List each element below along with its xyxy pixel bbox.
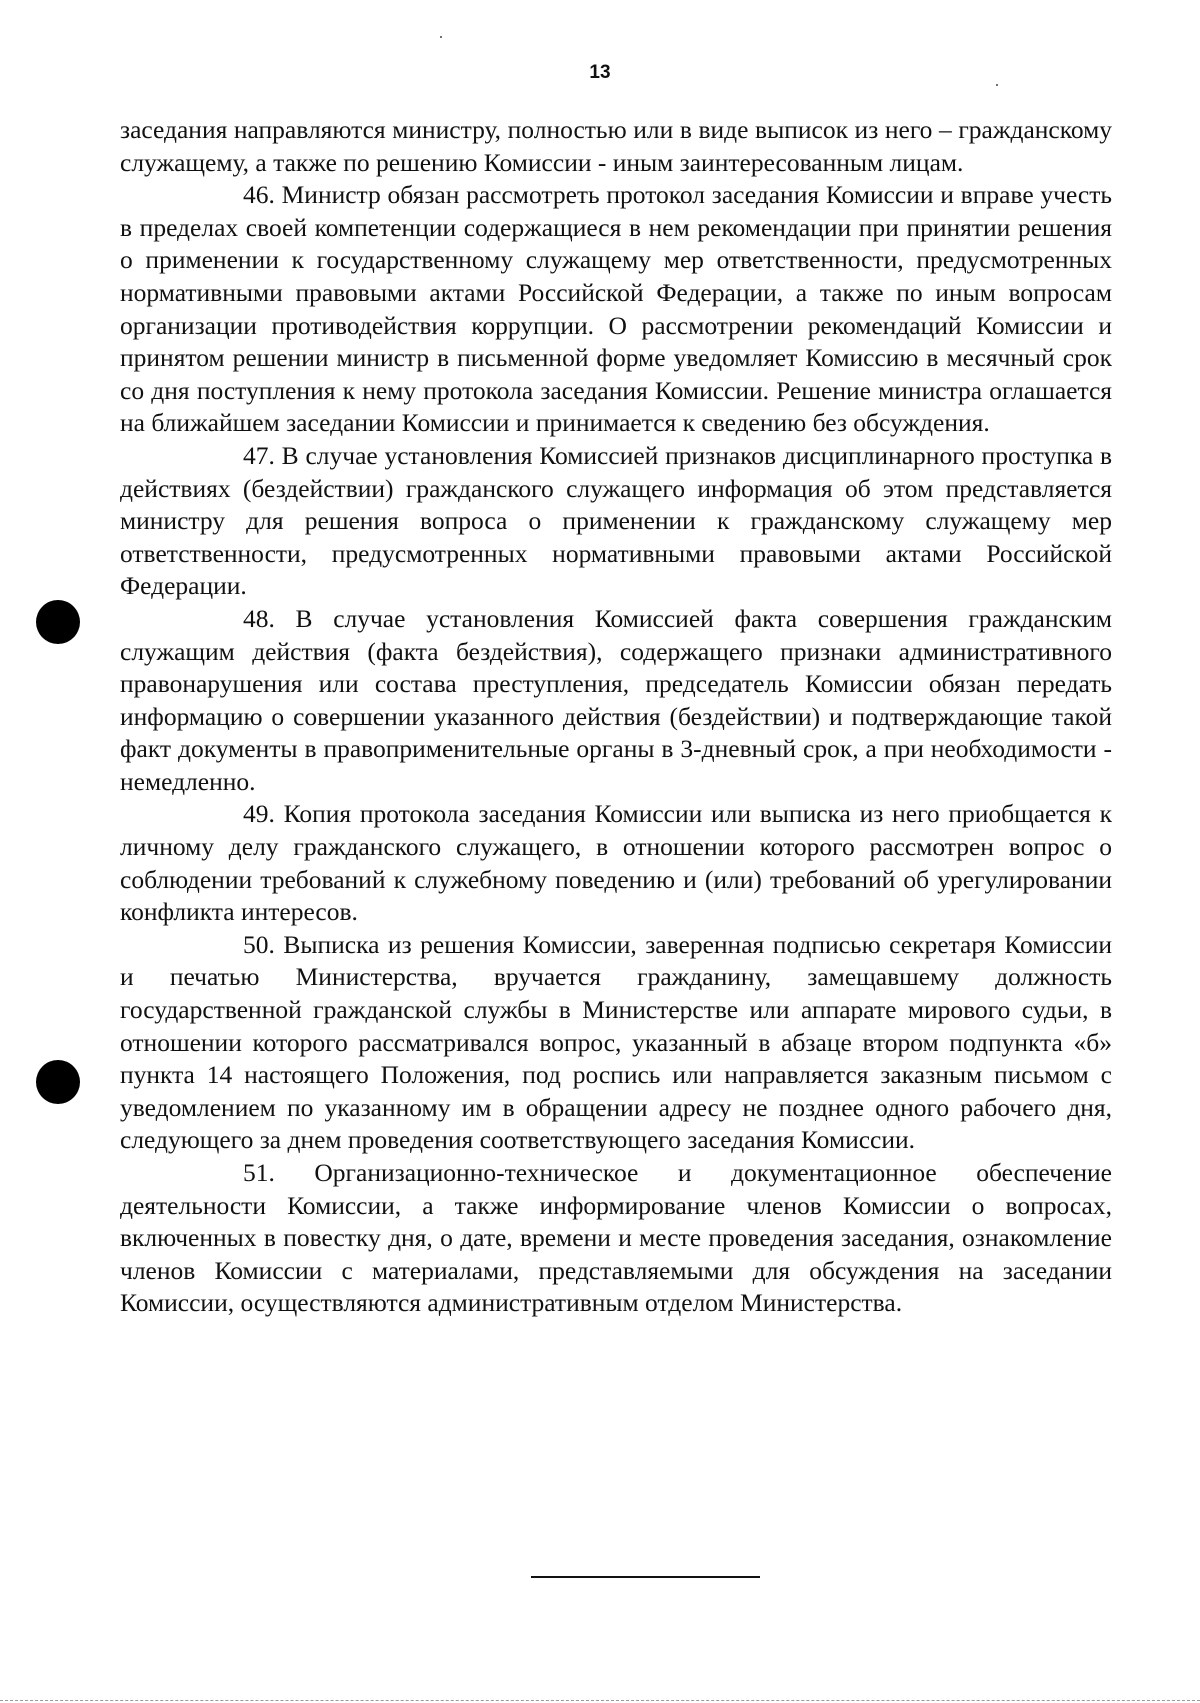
scan-bottom-edge [0, 1700, 1200, 1701]
paragraph-50: 50. Выписка из решения Комиссии, заверенная подписью секретаря Комиссии и печатью Министерства, вручается гражданину, замещавшему должность государственной гражданской службы в Министерстве или аппарате мирового судьи, в отношении которого рассматривался вопрос, указанный в абзаце втором подпункта «б» пункта 14 настоящего Положения, под роспись или направляется заказным письмом с уведомлением по указанному им в обращении адресу не позднее одного рабочего дня, следующего за днем проведения соответствующего заседания Комиссии. [120, 929, 1112, 1155]
paragraph-continuation: заседания направляются министру, полностью или в виде выписок из него – гражданскому служащему, а также по решению Комиссии - иным заинтересованным лицам. [120, 115, 1112, 177]
binder-hole-mark [36, 1060, 80, 1104]
binder-hole-mark [36, 600, 80, 644]
paragraph-46: 46. Министр обязан рассмотреть протокол заседания Комиссии и вправе учесть в пределах своей компетенции содержащиеся в нем рекомендации при принятии решения о применении к государственному служащему мер ответственности, предусмотренных нормативными правовыми актами Российской Федерации, а также по иным вопросам организации противодействия коррупции. О рассмотрении рекомендаций Комиссии и принятом решении министр в письменной форме уведомляет Комиссию в месячный срок со дня поступления к нему протокола заседания Комиссии. Решение министра оглашается на ближайшем заседании Комиссии и принимается к сведению без обсуждения. [120, 180, 1112, 438]
paragraph-48: 48. В случае установления Комиссией факта совершения гражданским служащим действия (факта бездействия), содержащего признаки административного правонарушения или состава преступления, председатель Комиссии обязан передать информацию о совершении указанного действия (бездействии) и подтверждающие такой факт документы в правоприменительные органы в 3-дневный срок, а при необходимости - немедленно. [120, 603, 1112, 796]
paragraph-51: 51. Организационно-техническое и документационное обеспечение деятельности Комиссии, а также информирование членов Комиссии о вопросах, включенных в повестку дня, о дате, времени и месте проведения заседания, ознакомление членов Комиссии с материалами, представляемыми для обсуждения на заседании Комиссии, осуществляются административным отделом Министерства. [120, 1158, 1112, 1318]
page-number: 13 [589, 62, 611, 83]
scan-speck [440, 36, 442, 38]
document-body [120, 114, 1112, 1320]
paragraph-49: 49. Копия протокола заседания Комиссии или выписка из него приобщается к личному делу гражданского служащего, в отношении которого рассмотрен вопрос о соблюдении требований к служебному поведению и (или) требований об урегулировании конфликта интересов. [120, 799, 1112, 927]
paragraph-47: 47. В случае установления Комиссией признаков дисциплинарного проступка в действиях (бездействии) гражданского служащего информация об этом представляется министру для решения вопроса о применении к гражданскому служащему мер ответственности, предусмотренных нормативными правовыми актами Российской Федерации. [120, 440, 1112, 601]
end-of-document-rule [531, 1576, 760, 1578]
scan-speck [996, 84, 998, 86]
